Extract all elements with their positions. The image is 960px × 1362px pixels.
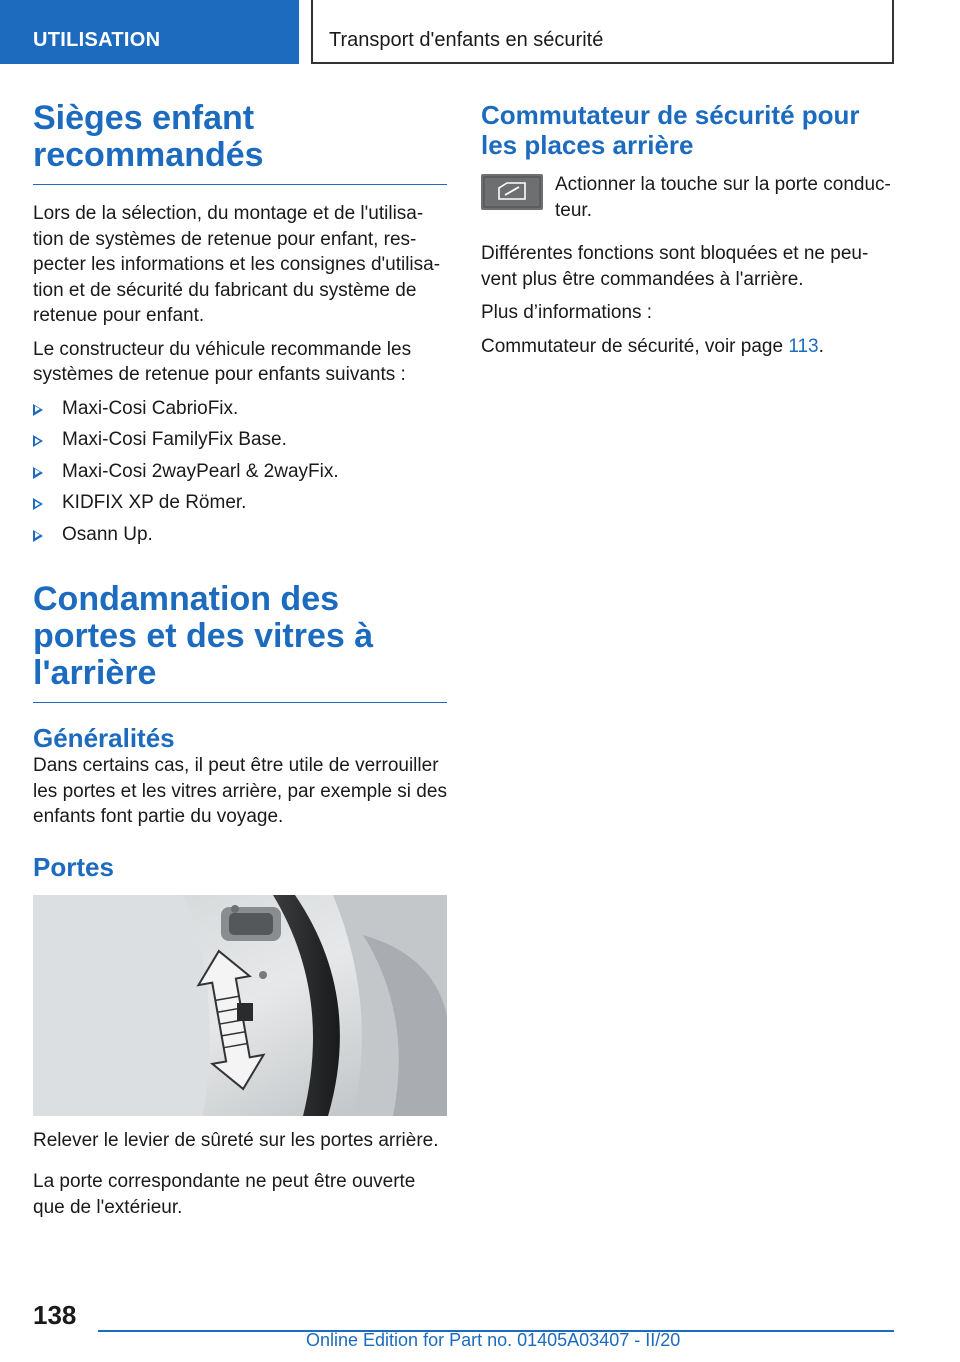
paragraph-reference: Commutateur de sécurité, voir page 113. <box>481 335 824 357</box>
heading-safety-switch: Commutateur de sécurité pour les places arrière <box>481 100 860 160</box>
paragraph-selection: Lors de la sélection, du montage et de l'utilisa-tion de systèmes de retenue pour enfant, res-pecter les informations et les consignes d'utilisa-tion et de sécurité du fabricant du système de retenue pour enfant. <box>33 203 441 326</box>
list-item: Maxi-Cosi CabrioFix. <box>33 396 447 422</box>
switch-row <box>481 172 895 223</box>
header-section-tab <box>0 0 299 64</box>
window-lock-switch-icon <box>481 174 543 210</box>
paragraph-raise-lever: Relever le levier de sûreté sur les portes arrière. <box>33 1129 439 1151</box>
triangle-bullet-icon <box>33 467 43 479</box>
page-link[interactable]: 113 <box>788 335 819 357</box>
heading-general: Généralités <box>33 723 175 753</box>
paragraph-door-outside: La porte correspondante ne peut être ouverte que de l'extérieur. <box>33 1171 416 1218</box>
heading-door-window-lock: Condamnation des portes et des vitres à l'arrière <box>33 581 447 703</box>
list-item: Maxi-Cosi 2wayPearl & 2wayFix. <box>33 459 447 485</box>
paragraph-functions-locked: Différentes fonctions sont bloquées et ne peu-vent plus être commandées à l'arrière. <box>481 243 869 290</box>
header-chapter-label: Transport d'enfants en sécurité <box>329 29 604 51</box>
triangle-bullet-icon <box>33 498 43 510</box>
right-column <box>481 100 895 359</box>
heading-doors: Portes <box>33 851 114 882</box>
paragraph-general: Dans certains cas, il peut être utile de verrouiller les portes et les vitres arrière, par exemple si des enfants font partie du voyage. <box>33 755 447 827</box>
paragraph-more-info: Plus d’informations : <box>481 302 653 323</box>
paragraph-recommends: Le constructeur du véhicule recommande les systèmes de retenue pour enfants suivants : <box>33 338 412 385</box>
heading-recommended-seats: Sièges enfant recommandés <box>33 100 447 185</box>
triangle-bullet-icon <box>33 404 43 416</box>
door-child-lock-photo <box>33 895 447 1116</box>
seat-list <box>33 396 447 548</box>
header-section-label: UTILISATION <box>33 29 161 51</box>
list-item: Osann Up. <box>33 522 447 548</box>
triangle-bullet-icon <box>33 530 43 542</box>
paragraph-press-button: Actionner la touche sur la porte conduc-teur. <box>555 174 891 221</box>
header-chapter-box <box>311 0 894 64</box>
triangle-bullet-icon <box>33 435 43 447</box>
left-column <box>33 100 447 1220</box>
list-item: Maxi-Cosi FamilyFix Base. <box>33 427 447 453</box>
footer-edition: Online Edition for Part no. 01405A03407 - II/20 <box>306 1330 681 1350</box>
list-item: KIDFIX XP de Römer. <box>33 490 447 516</box>
page-number: 138 <box>33 1300 77 1330</box>
